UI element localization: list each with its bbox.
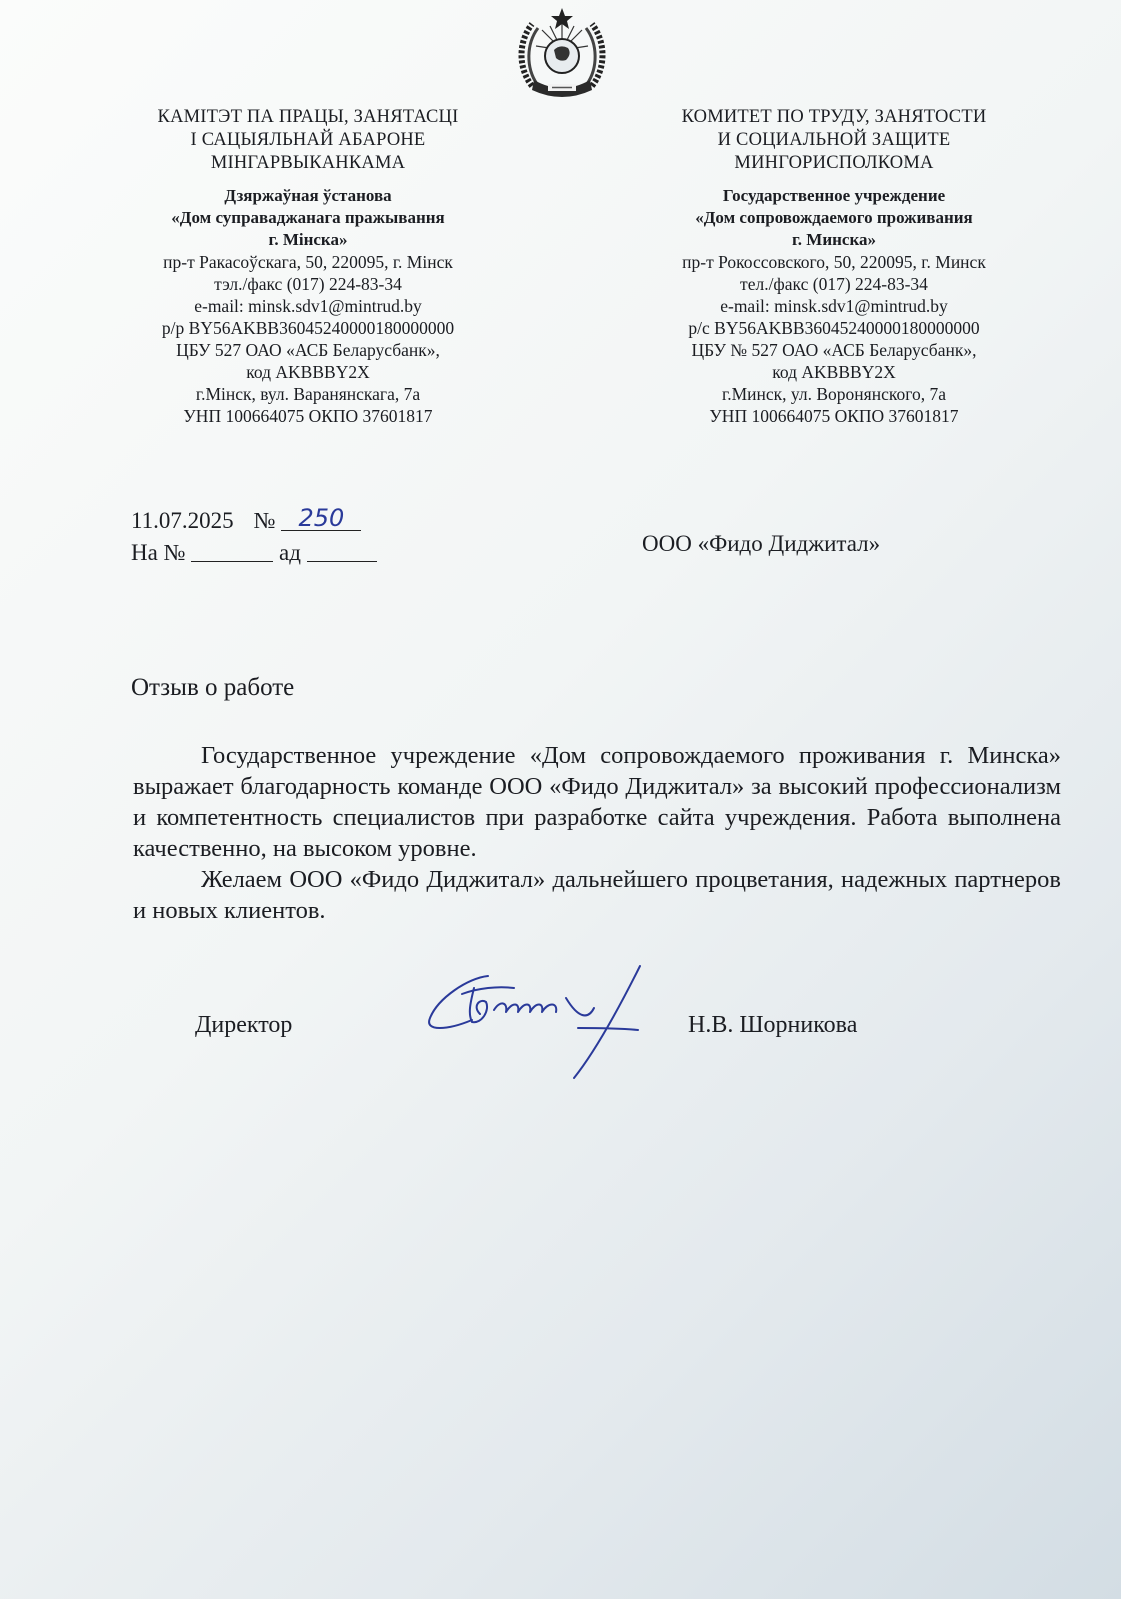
institution-line: Дзяржаўная ўстанова [224, 186, 392, 205]
bank-address: г.Минск, ул. Воронянского, 7а [722, 384, 946, 404]
bank-name: ЦБУ 527 ОАО «АСБ Беларусбанк», [176, 340, 440, 360]
body-paragraph: Желаем ООО «Фидо Диджитал» дальнейшего процветания, надежных партнеров и новых клиентов. [133, 866, 1061, 924]
reply-date-blank [307, 541, 377, 562]
reply-row [131, 537, 377, 569]
org-line: КАМІТЭТ ПА ПРАЦЫ, ЗАНЯТАСЦІ [157, 107, 459, 127]
letter-subject: Отзыв о работе [131, 674, 295, 701]
bank-code: код AKBBBY2X [246, 362, 370, 382]
org-line: МІНГАРВЫКАНКАМА [210, 153, 406, 173]
handwritten-signature [428, 958, 658, 1098]
address: пр-т Ракасоўскага, 50, 220095, г. Мінск [163, 252, 453, 272]
addressee: ООО «Фидо Диджитал» [642, 531, 881, 556]
header-belarusian [108, 106, 508, 427]
number-label: № [253, 508, 276, 533]
letter-number: 250 [281, 506, 361, 531]
body-paragraph: Государственное учреждение «Дом сопровождаемого проживания г. Минска» выражает благодарность команде ООО «Фидо Диджитал» за высокий профессионализм и компетентность специалистов при разработке сайта учреждения. Работа выполнена качественно, на высоком уровне. [133, 742, 1061, 862]
phone: тэл./факс (017) 224-83-34 [214, 274, 402, 294]
phone: тел./факс (017) 224-83-34 [740, 274, 928, 294]
address: пр-т Рокоссовского, 50, 220095, г. Минск [682, 252, 986, 272]
signer-position: Директор [195, 1012, 293, 1038]
reply-from-label: ад [279, 540, 301, 565]
institution-line: г. Минска» [791, 230, 877, 249]
email: e-mail: minsk.sdv1@mintrud.by [720, 296, 948, 316]
org-line: МИНГОРИСПОЛКОМА [734, 153, 934, 173]
bank-account: р/с BY56AKBB36045240000180000000 [688, 318, 980, 338]
bank-name: ЦБУ № 527 ОАО «АСБ Беларусбанк», [691, 340, 977, 360]
org-name-ru [634, 106, 1034, 175]
letter-body [133, 740, 1061, 926]
bank-account: р/р BY56AKBB36045240000180000000 [161, 318, 455, 338]
signer-name: Н.В. Шорникова [688, 1012, 858, 1038]
header-russian [634, 106, 1034, 427]
institution-line: г. Мінска» [268, 230, 348, 249]
reply-number-blank [191, 541, 273, 562]
bank-code: код AKBBBY2X [772, 362, 896, 382]
institution-line: Государственное учреждение [722, 186, 946, 205]
date-number-row [131, 505, 377, 537]
institution-line: «Дом суправаджанага пражывання [171, 208, 445, 227]
bank-address: г.Мінск, вул. Варанянскага, 7а [195, 384, 421, 404]
org-name-by [108, 106, 508, 175]
letter-date: 11.07.2025 [131, 508, 234, 533]
tax-ids: УНП 100664075 ОКПО 37601817 [183, 406, 433, 426]
email: e-mail: minsk.sdv1@mintrud.by [194, 296, 422, 316]
org-line: І САЦЫЯЛЬНАЙ АБАРОНЕ [190, 130, 426, 150]
requisites-by [108, 251, 508, 427]
tax-ids: УНП 100664075 ОКПО 37601817 [709, 406, 959, 426]
belarus-coat-of-arms-icon [512, 6, 612, 102]
requisites-ru [634, 251, 1034, 427]
org-line: КОМИТЕТ ПО ТРУДУ, ЗАНЯТОСТИ [681, 107, 987, 127]
reply-label: На № [131, 540, 186, 565]
org-line: И СОЦИАЛЬНОЙ ЗАЩИТЕ [717, 130, 951, 150]
institution-line: «Дом сопровождаемого проживания [695, 208, 973, 227]
institution-name-ru [634, 185, 1034, 251]
institution-name-by [108, 185, 508, 251]
letter-meta [131, 505, 377, 569]
